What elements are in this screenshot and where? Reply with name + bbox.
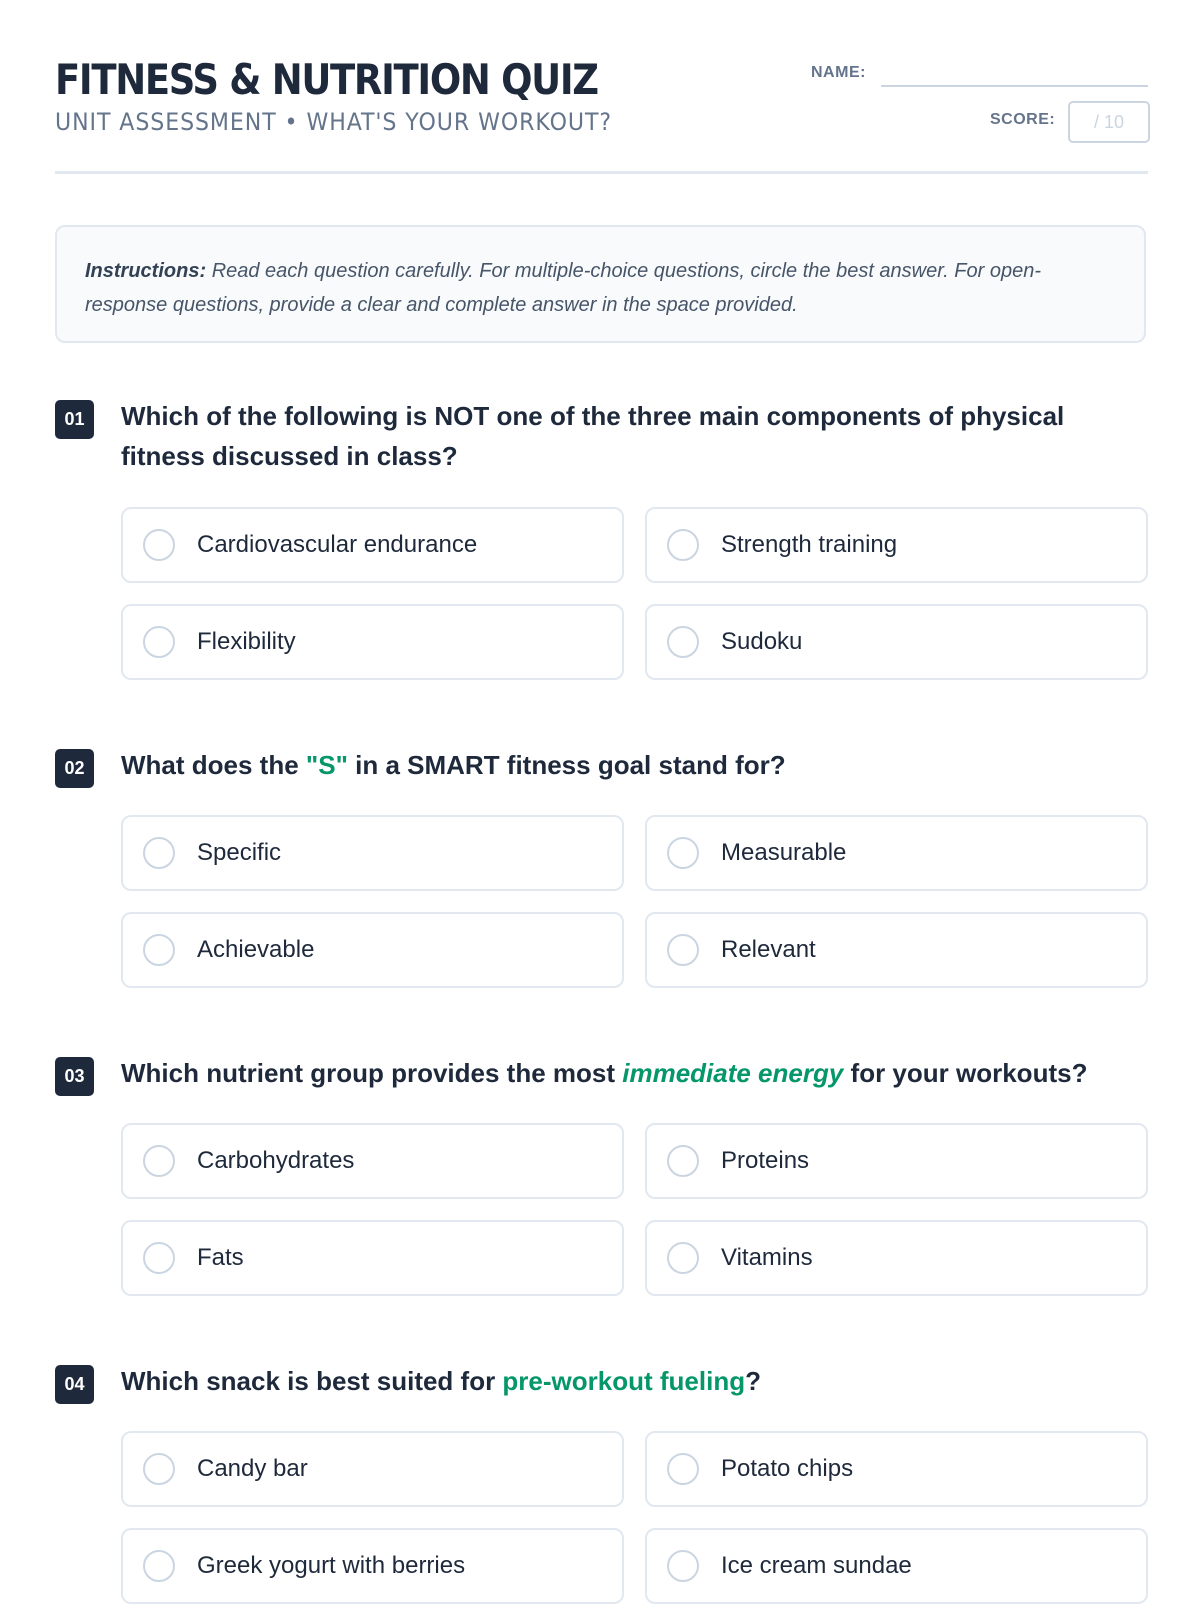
question-text-part: Which snack is best suited for <box>121 1366 503 1396</box>
radio-circle-icon[interactable] <box>667 1550 699 1582</box>
question-number: 04 <box>55 1365 94 1404</box>
instructions-text: Read each question carefully. For multiple-choice questions, circle the best answer. For open-response questions, provide a clear and complete answer in the space provided. <box>85 260 1041 316</box>
quiz-page <box>55 0 1148 1579</box>
question-text <box>121 1361 1148 1401</box>
option-label: Fats <box>197 1244 244 1271</box>
question-text-part: in a SMART fitness goal stand for? <box>347 750 786 780</box>
option-c[interactable] <box>121 1220 624 1296</box>
question-number: 02 <box>55 749 94 788</box>
option-label: Measurable <box>721 839 847 866</box>
radio-circle-icon[interactable] <box>143 1145 175 1177</box>
radio-circle-icon[interactable] <box>667 626 699 658</box>
option-label: Specific <box>197 839 282 866</box>
radio-circle-icon[interactable] <box>667 1242 699 1274</box>
option-label: Potato chips <box>721 1455 854 1482</box>
option-b[interactable] <box>645 1431 1148 1507</box>
question-text-part: Which nutrient group provides the most <box>121 1058 623 1088</box>
option-label: Relevant <box>721 936 816 963</box>
radio-circle-icon[interactable] <box>143 1550 175 1582</box>
option-b[interactable] <box>645 1123 1148 1199</box>
name-field[interactable] <box>881 84 1148 87</box>
option-d[interactable] <box>645 604 1148 680</box>
option-label: Flexibility <box>197 628 296 655</box>
question-number: 03 <box>55 1057 94 1096</box>
radio-circle-icon[interactable] <box>143 1453 175 1485</box>
option-c[interactable] <box>121 1528 624 1604</box>
option-c[interactable] <box>121 604 624 680</box>
radio-circle-icon[interactable] <box>667 934 699 966</box>
question-highlight: "S" <box>305 750 348 780</box>
question-text: Which of the following is NOT one of the three main components of physical fitness discussed in class? <box>121 401 1065 471</box>
page-title: FITNESS & NUTRITION QUIZ <box>55 55 598 104</box>
option-d[interactable] <box>645 1220 1148 1296</box>
option-label: Carbohydrates <box>197 1147 355 1174</box>
instructions-label: Instructions: <box>85 260 207 282</box>
question-number: 01 <box>55 400 94 439</box>
option-label: Cardiovascular endurance <box>197 531 478 558</box>
radio-circle-icon[interactable] <box>667 1453 699 1485</box>
quiz-header <box>55 0 1148 174</box>
radio-circle-icon[interactable] <box>143 529 175 561</box>
question-text-part: for your workouts? <box>843 1058 1088 1088</box>
option-label: Vitamins <box>721 1244 813 1271</box>
score-field[interactable]: / 10 <box>1068 101 1150 143</box>
option-a[interactable] <box>121 815 624 891</box>
question-highlight: pre-workout fueling <box>502 1366 746 1396</box>
page-subtitle: UNIT ASSESSMENT • WHAT'S YOUR WORKOUT? <box>55 108 613 136</box>
option-label: Greek yogurt with berries <box>197 1552 466 1579</box>
option-label: Achievable <box>197 936 315 963</box>
question-text-part: ? <box>745 1366 761 1396</box>
option-label: Candy bar <box>197 1455 308 1482</box>
option-d[interactable] <box>645 1528 1148 1604</box>
option-label: Proteins <box>721 1147 810 1174</box>
question-highlight: immediate energy <box>622 1058 844 1088</box>
option-a[interactable] <box>121 1431 624 1507</box>
radio-circle-icon[interactable] <box>667 529 699 561</box>
option-a[interactable] <box>121 507 624 583</box>
radio-circle-icon[interactable] <box>143 837 175 869</box>
score-label: SCORE: <box>990 111 1056 128</box>
radio-circle-icon[interactable] <box>143 626 175 658</box>
radio-circle-icon[interactable] <box>667 1145 699 1177</box>
question-text-part: What does the <box>121 750 306 780</box>
option-b[interactable] <box>645 815 1148 891</box>
radio-circle-icon[interactable] <box>143 1242 175 1274</box>
option-c[interactable] <box>121 912 624 988</box>
option-label: Ice cream sundae <box>721 1552 912 1579</box>
option-label: Strength training <box>721 531 898 558</box>
question-text <box>121 745 1148 785</box>
option-d[interactable] <box>645 912 1148 988</box>
option-a[interactable] <box>121 1123 624 1199</box>
option-b[interactable] <box>645 507 1148 583</box>
name-label: NAME: <box>811 64 866 81</box>
instructions-box <box>55 225 1146 343</box>
radio-circle-icon[interactable] <box>143 934 175 966</box>
radio-circle-icon[interactable] <box>667 837 699 869</box>
question-text <box>121 1053 1148 1093</box>
option-label: Sudoku <box>721 628 803 655</box>
